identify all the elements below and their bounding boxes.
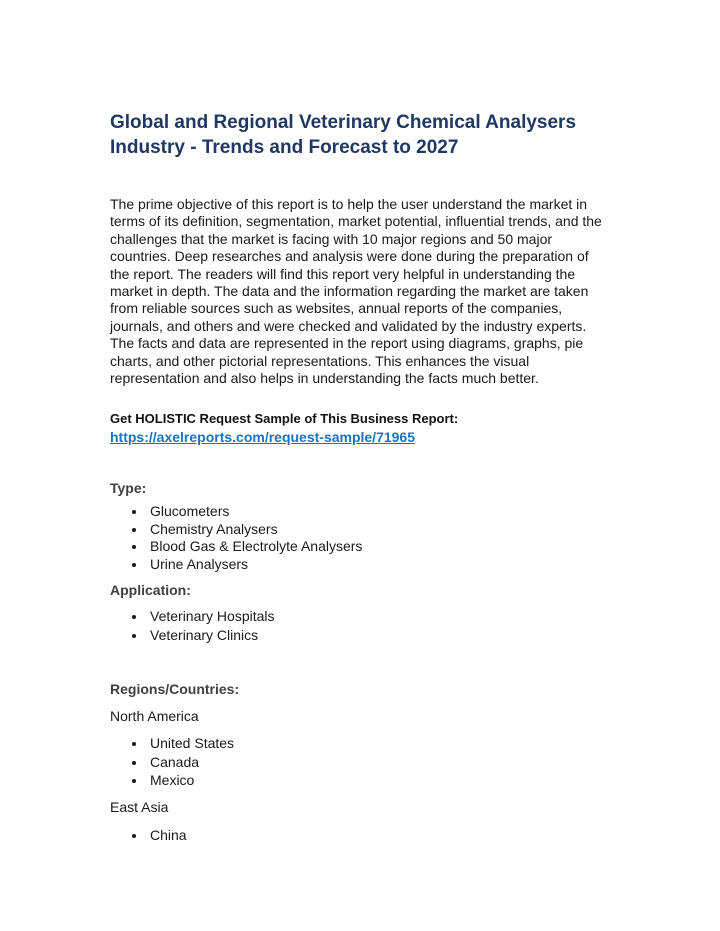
list-item (110, 608, 275, 626)
north-america-label: North America (110, 708, 199, 724)
bullet-icon (132, 779, 136, 783)
bullet-icon (132, 528, 136, 532)
list-item-text: Canada (150, 753, 200, 770)
list-item (110, 538, 362, 556)
list-item (110, 754, 234, 772)
bullet-icon (132, 742, 136, 746)
east-asia-label: East Asia (110, 799, 169, 815)
list-item-text: Urine Analysers (150, 555, 249, 572)
application-section-label: Application: (110, 582, 191, 598)
application-list (110, 608, 275, 644)
north-america-list (110, 735, 234, 790)
list-item-text: Glucometers (150, 503, 230, 519)
bullet-icon (132, 761, 136, 765)
bullet-icon (132, 510, 136, 514)
bullet-icon (132, 545, 136, 549)
bullet-icon (132, 615, 136, 619)
regions-section-label: Regions/Countries: (110, 681, 240, 697)
type-section-label: Type: (110, 480, 147, 496)
sample-request-heading: Get HOLISTIC Request Sample of This Business Report: (110, 411, 459, 426)
list-item-text: Mexico (150, 772, 195, 789)
bullet-icon (132, 563, 136, 567)
list-item-text: Veterinary Hospitals (150, 608, 275, 624)
document-page (110, 110, 610, 843)
list-item-text: United States (150, 735, 235, 751)
list-item-text: China (150, 827, 187, 843)
list-item-text: Blood Gas & Electrolyte Analysers (150, 538, 363, 555)
east-asia-list (110, 827, 187, 845)
list-item-text: Chemistry Analysers (150, 520, 278, 537)
list-item (110, 827, 187, 845)
list-item (110, 556, 362, 574)
list-item (110, 503, 362, 521)
bullet-icon (132, 634, 136, 638)
report-title: Global and Regional Veterinary Chemical Analysers Industry - Trends and Forecast to 2027 (110, 112, 577, 158)
sample-request-link[interactable]: https://axelreports.com/request-sample/71965 (110, 429, 416, 445)
list-item (110, 521, 362, 539)
bullet-icon (132, 834, 136, 838)
list-item (110, 627, 275, 645)
intro-paragraph: The prime objective of this report is to help the user understand the market in terms of its definition, segmentation, market potential, influential trends, and the challenges that the market is facing with 10 major regions and 50 major countries. Deep researches and analysis were done during the preparation of the report. The readers will find this report very helpful in understanding the market in depth. The data and the information regarding the market are taken from reliable sources such as websites, annual reports of the companies, journals, and others and were checked and validated by the industry experts. The facts and data are represented in the report using diagrams, graphs, pie charts, and other pictorial representations. This enhances the visual representation and also helps in understanding the facts much better. (110, 196, 602, 387)
list-item (110, 735, 234, 753)
type-list (110, 503, 362, 573)
list-item (110, 772, 234, 790)
list-item-text: Veterinary Clinics (150, 626, 259, 643)
